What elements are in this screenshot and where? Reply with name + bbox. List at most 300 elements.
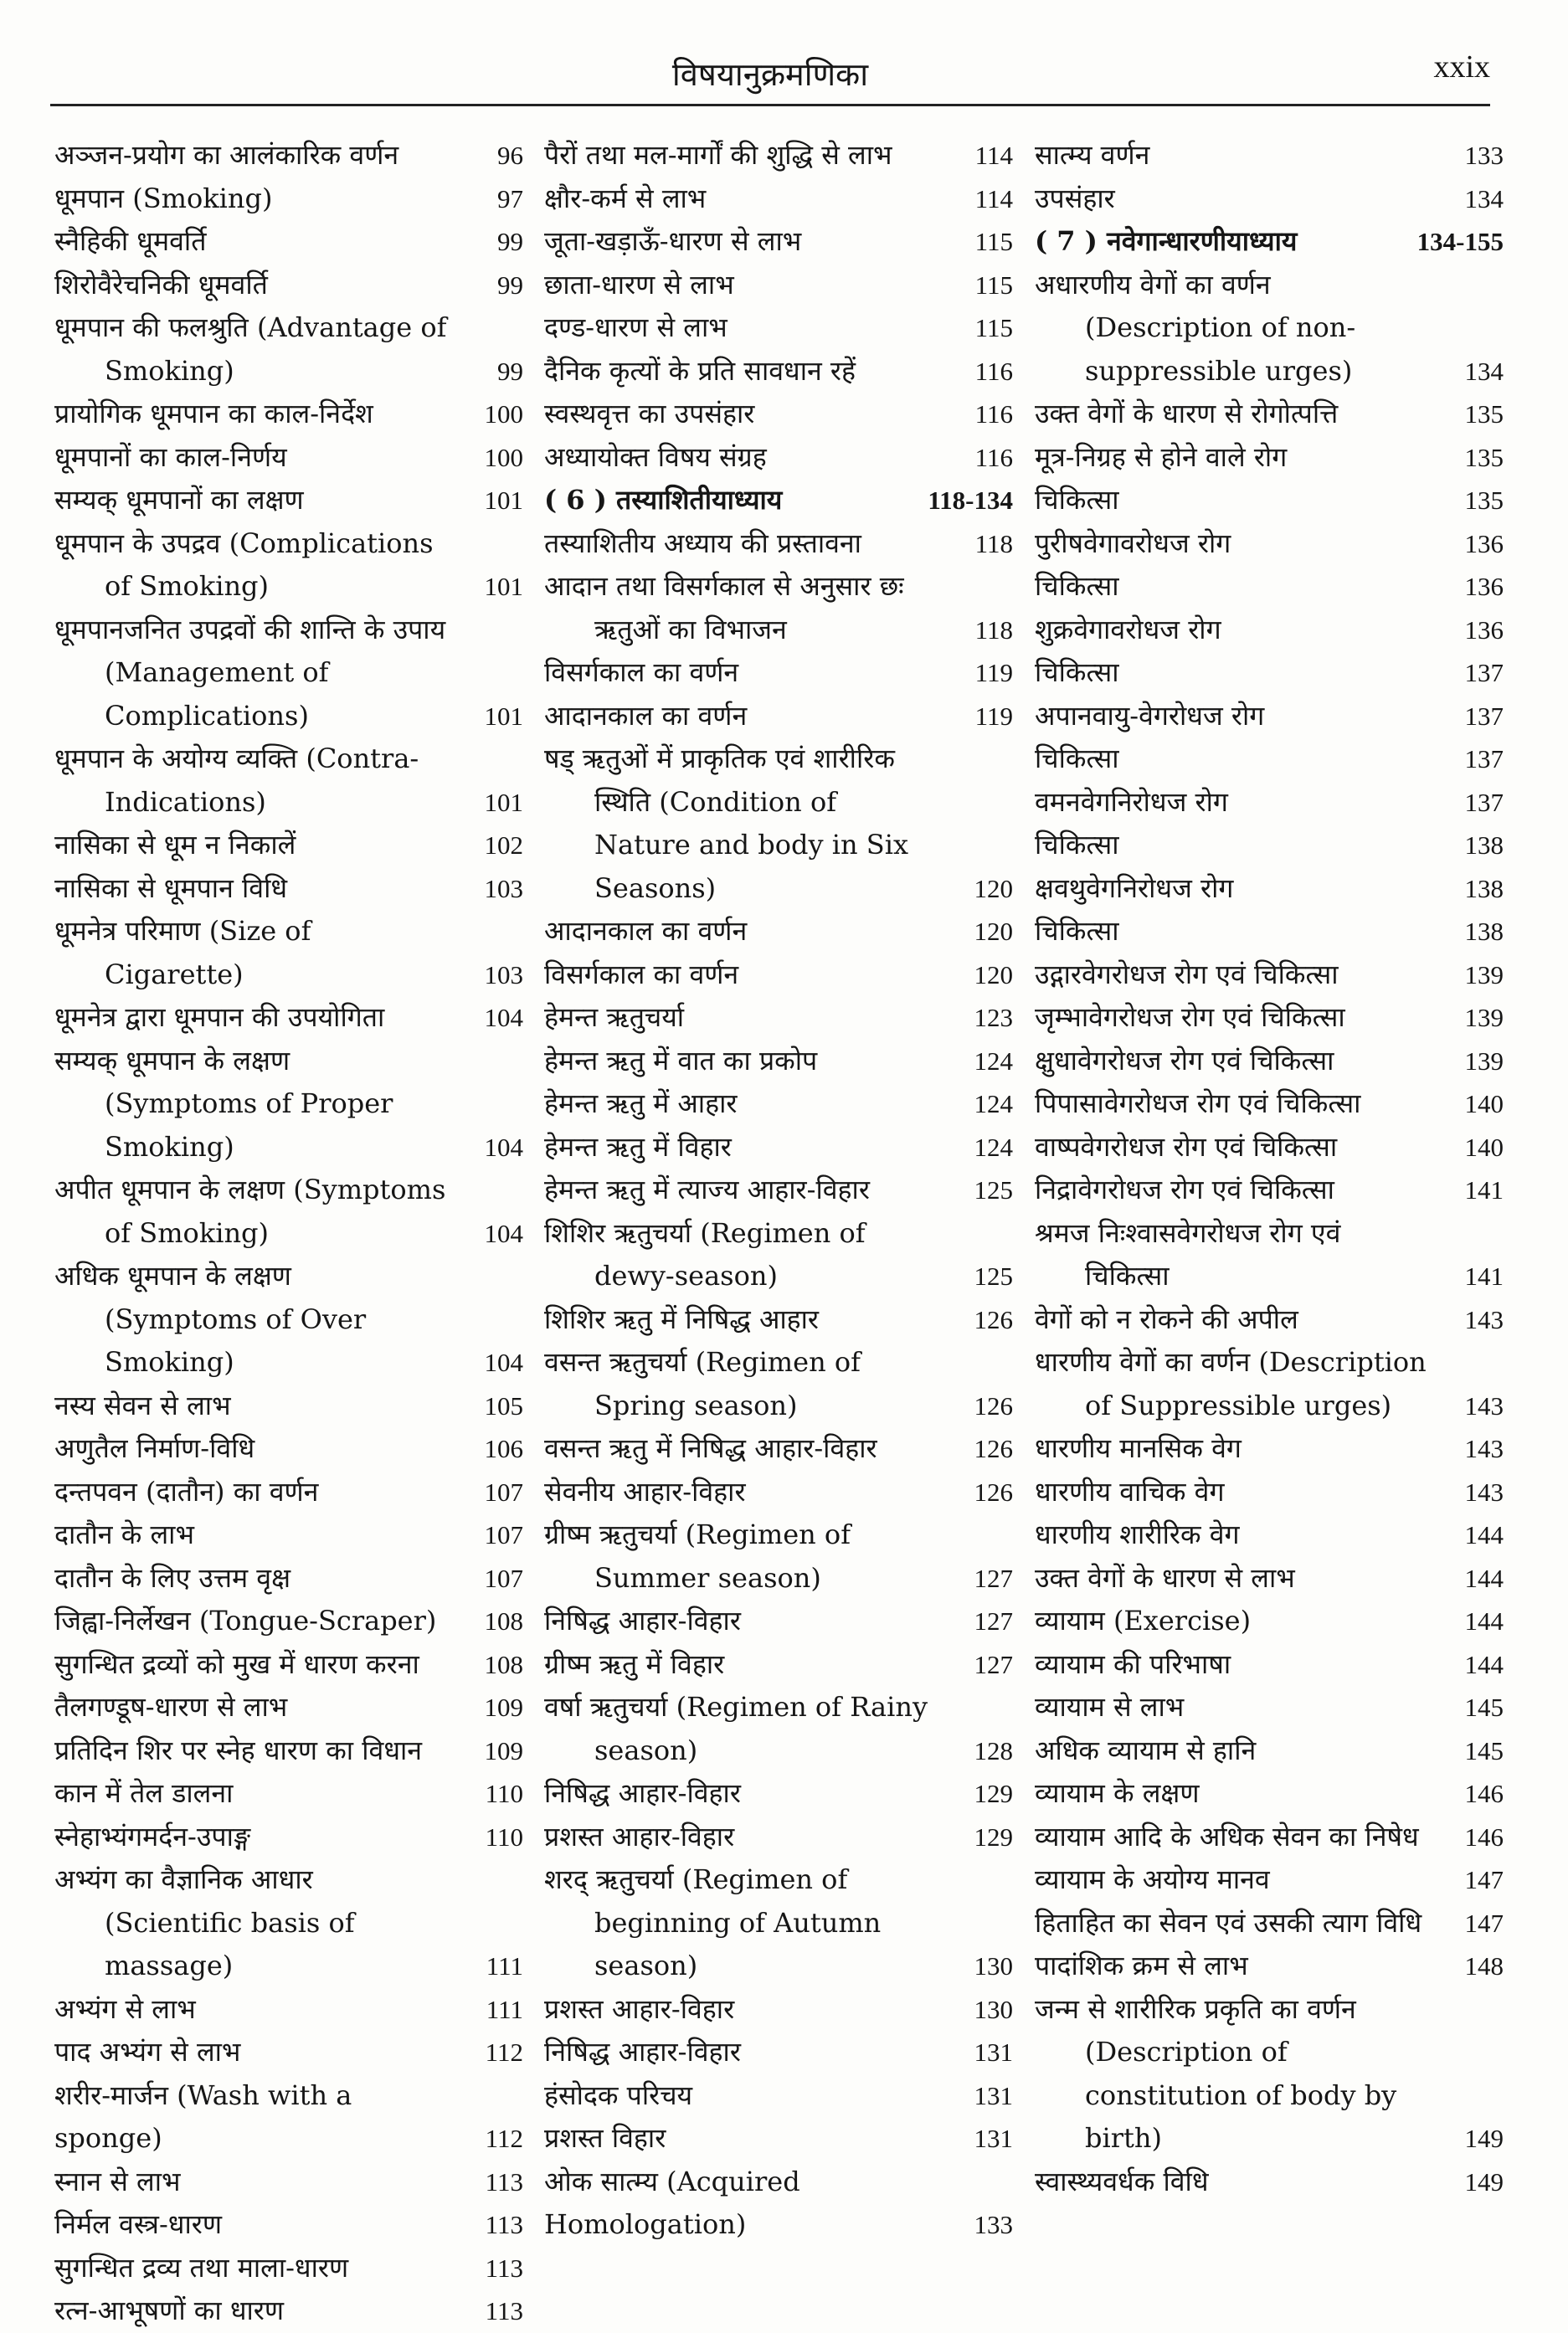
entry-page-number: 143: [1464, 1434, 1504, 1463]
entry-title: व्यायाम के लक्षण: [1035, 1777, 1200, 1809]
entry-page-number: 124: [974, 1089, 1013, 1118]
entry-page-number: 137: [1464, 787, 1504, 817]
toc-entry: [544, 2117, 1013, 2161]
toc-entry: [1035, 781, 1504, 825]
entry-title: तैलगण्डूष-धारण से लाभ: [54, 1691, 288, 1723]
entry-page-number: 143: [1464, 1477, 1504, 1507]
entry-title: आदानकाल का वर्णन: [544, 915, 748, 947]
toc-entry: [1035, 609, 1504, 652]
entry-page-number: 97: [497, 183, 523, 213]
toc-entry: [544, 350, 1013, 393]
entry-title: निषिद्ध आहार-विहार: [544, 1777, 741, 1809]
entry-page-number: 134: [1464, 356, 1504, 386]
toc-entry: [1035, 1557, 1504, 1601]
toc-entry: [54, 2031, 523, 2074]
entry-title: धूमनेत्र द्वारा धूमपान की उपयोगिता: [54, 1001, 385, 1033]
entry-page-number: 133: [1464, 141, 1504, 170]
entry-page-number: 108: [484, 1649, 523, 1679]
entry-page-number: 109: [484, 1693, 523, 1722]
entry-title: निषिद्ध आहार-विहार: [544, 2036, 741, 2068]
entry-title: सम्यक् धूमपानों का लक्षण: [54, 484, 304, 516]
toc-entry: [54, 1471, 523, 1514]
entry-title: हंसोदक परिचय: [544, 2079, 693, 2111]
entry-page-number: 145: [1464, 1735, 1504, 1765]
entry-title: प्रायोगिक धूमपान का काल-निर्देश: [54, 398, 373, 429]
toc-entry: [54, 910, 523, 996]
entry-title: धारणीय शारीरिक वेग: [1035, 1519, 1240, 1550]
entry-page-number: 120: [974, 917, 1013, 946]
entry-page-number: 99: [497, 356, 523, 386]
toc-entry: [54, 479, 523, 522]
entry-page-number: 149: [1464, 2166, 1504, 2197]
entry-title: धूमपान (Smoking): [54, 182, 273, 214]
toc-entry: [544, 134, 1013, 177]
entry-page-number: 103: [484, 959, 523, 989]
toc-entry: [54, 1255, 523, 1385]
toc-entry: [544, 737, 1013, 910]
entry-title: सात्म्य वर्णन: [1035, 139, 1150, 171]
toc-entry: [544, 264, 1013, 307]
toc-entry: [54, 867, 523, 911]
toc-entry: [54, 737, 523, 824]
entry-page-number: 131: [974, 2124, 1013, 2153]
entry-title: धारणीय वेगों का वर्णन (Description of Suppressible urges): [1035, 1346, 1427, 1421]
entry-page-number: 141: [1464, 1175, 1504, 1205]
entry-page-number: 101: [484, 787, 523, 817]
entry-title: दण्ड-धारण से लाभ: [544, 311, 727, 343]
toc-entry: [544, 522, 1013, 566]
entry-page-number: 134: [1464, 183, 1504, 213]
entry-page-number: 104: [484, 1003, 523, 1032]
entry-page-number: 120: [974, 959, 1013, 989]
toc-entry: [54, 2247, 523, 2290]
toc-entry: [544, 1513, 1013, 1600]
entry-title: सुगन्धित द्रव्य तथा माला-धारण: [54, 2251, 349, 2284]
entry-page-number: 108: [484, 1606, 523, 1636]
entry-title: ( 6 ) तस्याशितीयाध्याय: [544, 484, 783, 516]
entry-title: ग्रीष्म ऋतु में विहार: [544, 1647, 725, 1680]
entry-page-number: 131: [974, 2038, 1013, 2067]
toc-entry: [1035, 1643, 1504, 1687]
toc-entry: [1035, 1902, 1504, 1945]
entry-page-number: 138: [1464, 917, 1504, 946]
entry-page-number: 126: [974, 1304, 1013, 1334]
entry-page-number: 107: [484, 1563, 523, 1593]
entry-title: पादांशिक क्रम से लाभ: [1035, 1950, 1248, 1981]
entry-page-number: 101: [484, 572, 523, 601]
entry-page-number: 138: [1464, 873, 1504, 903]
entry-page-number: 136: [1464, 528, 1504, 558]
entry-title: शिशिर ऋतु में निषिद्ध आहार: [544, 1303, 820, 1335]
entry-title: धूमपान की फलश्रुति (Advantage of Smoking): [54, 311, 447, 387]
entry-page-number: 129: [974, 1779, 1013, 1808]
entry-page-number: 113: [485, 2253, 523, 2283]
entry-page-number: 140: [1464, 1089, 1504, 1118]
toc-entry: [1035, 695, 1504, 738]
entry-title: दन्तपवन (दातौन) का वर्णन: [54, 1475, 319, 1508]
entry-page-number: 144: [1464, 1563, 1504, 1593]
entry-title: नस्य सेवन से लाभ: [54, 1389, 231, 1421]
entry-title: पाद अभ्यंग से लाभ: [54, 2036, 241, 2068]
toc-entry: [54, 2074, 523, 2161]
entry-page-number: 119: [974, 658, 1013, 687]
entry-page-number: 115: [974, 313, 1013, 342]
entry-title: नासिका से धूम न निकालें: [54, 829, 296, 861]
entry-page-number: 124: [974, 1046, 1013, 1076]
toc-entry: [54, 522, 523, 609]
chapter-heading: [544, 479, 1013, 522]
entry-page-number: 104: [484, 1348, 523, 1377]
entry-title: धूमपानजनित उपद्रवों की शान्ति के उपाय (Management of Complications): [54, 613, 446, 732]
entry-page-number: 127: [974, 1563, 1013, 1593]
entry-title: उक्त वेगों के धारण से रोगोत्पत्ति: [1035, 398, 1339, 429]
entry-title: धूमनेत्र परिमाण (Size of Cigarette): [54, 915, 311, 990]
entry-title: अणुतैल निर्माण-विधि: [54, 1432, 255, 1464]
entry-title: जन्म से शारीरिक प्रकृति का वर्णन (Description of constitution of body by birth): [1035, 1992, 1397, 2154]
entry-page-number: 110: [485, 1779, 523, 1808]
page-number: xxix: [1433, 49, 1490, 85]
toc-entry: [54, 2161, 523, 2204]
entry-title: अधिक व्यायाम से हानि: [1035, 1734, 1257, 1766]
entry-title: हेमन्त ऋतु में विहार: [544, 1130, 732, 1163]
entry-title: वर्षा ऋतुचर्या (Regimen of Rainy season): [544, 1691, 928, 1766]
entry-page-number: 123: [974, 1003, 1013, 1032]
entry-page-number: 104: [484, 1218, 523, 1248]
entry-title: चिकित्सा: [1035, 915, 1119, 947]
toc-entry: [1035, 1212, 1504, 1298]
entry-page-number: 118: [974, 528, 1013, 558]
toc-entry: [54, 824, 523, 867]
toc-entry: [544, 2031, 1013, 2074]
toc-entry: [1035, 565, 1504, 609]
toc-entry: [544, 2074, 1013, 2118]
entry-page-number: 143: [1464, 1390, 1504, 1421]
entry-title: व्यायाम (Exercise): [1035, 1605, 1252, 1637]
entry-title: मूत्र-निग्रह से होने वाले रोग: [1035, 440, 1288, 473]
toc-entry: [1035, 1082, 1504, 1126]
entry-title: व्यायाम के अयोग्य मानव: [1035, 1863, 1270, 1895]
toc-entry: [544, 306, 1013, 350]
entry-title: शिरोवैरेचनिकी धूमवर्ति: [54, 268, 268, 301]
toc-entry: [54, 134, 523, 177]
entry-page-number: 124: [974, 1132, 1013, 1162]
entry-page-number: 145: [1464, 1693, 1504, 1722]
entry-page-number: 126: [974, 1390, 1013, 1421]
entry-page-number: 99: [497, 270, 523, 300]
toc-entry: [1035, 1471, 1504, 1514]
entry-title: चिकित्सा: [1035, 743, 1119, 774]
entry-page-number: 116: [974, 356, 1013, 386]
entry-title: छाता-धारण से लाभ: [544, 268, 734, 301]
toc-entry: [1035, 436, 1504, 480]
entry-title: हेमन्त ऋतुचर्या: [544, 1001, 685, 1033]
entry-title: प्रतिदिन शिर पर स्नेह धारण का विधान: [54, 1734, 423, 1766]
entry-page-number: 109: [484, 1735, 523, 1765]
toc-entry: [1035, 1126, 1504, 1169]
toc-entry: [54, 1816, 523, 1859]
entry-title: अभ्यंग से लाभ: [54, 1992, 196, 2025]
toc-entry: [54, 1729, 523, 1773]
toc-entry: [544, 953, 1013, 997]
toc-entry: [1035, 1816, 1504, 1859]
entry-title: सुगन्धित द्रव्यों को मुख में धारण करना: [54, 1647, 419, 1680]
entry-page-number: 114: [974, 141, 1013, 170]
toc-entry: [1035, 1169, 1504, 1212]
entry-title: ओक सात्म्य (Acquired Homologation): [544, 2165, 800, 2240]
entry-title: धारणीय मानसिक वेग: [1035, 1432, 1242, 1464]
entry-page-number: 118: [974, 614, 1013, 645]
entry-page-number: 146: [1464, 1822, 1504, 1852]
entry-page-number: 146: [1464, 1779, 1504, 1808]
toc-entry: [1035, 1729, 1504, 1773]
toc-entry: [54, 996, 523, 1040]
toc-entry: [544, 1126, 1013, 1169]
entry-title: स्वस्थवृत्त का उपसंहार: [544, 398, 755, 429]
entry-page-number: 143: [1464, 1304, 1504, 1334]
toc-entry: [544, 1772, 1013, 1816]
toc-column-2: [544, 134, 1013, 2247]
entry-title: चिकित्सा: [1035, 829, 1119, 861]
entry-title: जृम्भावेगरोधज रोग एवं चिकित्सा: [1035, 1001, 1345, 1033]
entry-title: ग्रीष्म ऋतुचर्या (Regimen of Summer season): [544, 1519, 851, 1594]
toc-entry: [1035, 1040, 1504, 1083]
entry-title: निषिद्ध आहार-विहार: [544, 1605, 741, 1637]
entry-title: स्नेहाभ्यंगमर्दन-उपाङ्ग: [54, 1820, 251, 1853]
entry-title: वेगों को न रोकने की अपील: [1035, 1303, 1298, 1335]
entry-page-number: 133: [974, 2210, 1013, 2239]
entry-page-number: 137: [1464, 701, 1504, 731]
entry-title: रत्न-आभूषणों का धारण: [54, 2294, 285, 2326]
entry-page-number: 136: [1464, 572, 1504, 601]
entry-title: ( 7 ) नवेगान्धारणीयाध्याय: [1035, 225, 1298, 257]
entry-page-number: 112: [485, 2124, 523, 2153]
entry-title: सेवनीय आहार-विहार: [544, 1475, 746, 1508]
entry-title: वसन्त ऋतु में निषिद्ध आहार-विहार: [544, 1432, 877, 1464]
toc-entry: [1035, 910, 1504, 953]
toc-entry: [54, 2203, 523, 2247]
toc-entry: [54, 264, 523, 307]
toc-entry: [54, 1513, 523, 1557]
toc-entry: [544, 1040, 1013, 1083]
toc-entry: [544, 1212, 1013, 1298]
entry-page-number: 148: [1464, 1951, 1504, 1981]
entry-page-number: 127: [974, 1606, 1013, 1636]
toc-entry: [1035, 1341, 1504, 1427]
toc-entry: [54, 393, 523, 436]
toc-entry: [1035, 1858, 1504, 1902]
header-rule: [50, 104, 1490, 106]
entry-title: उद्गारवेगरोधज रोग एवं चिकित्सा: [1035, 958, 1339, 990]
toc-entry: [1035, 134, 1504, 177]
entry-page-number: 118-134: [928, 486, 1013, 515]
entry-title: चिकित्सा: [1035, 656, 1119, 688]
entry-title: उक्त वेगों के धारण से लाभ: [1035, 1561, 1295, 1594]
toc-entry: [1035, 867, 1504, 911]
entry-title: अध्यायोक्त विषय संग्रह: [544, 440, 767, 473]
toc-entry: [544, 565, 1013, 651]
entry-page-number: 104: [484, 1132, 523, 1162]
entry-title: पैरों तथा मल-मार्गों की शुद्धि से लाभ: [544, 139, 892, 171]
entry-page-number: 107: [484, 1520, 523, 1549]
entry-page-number: 140: [1464, 1132, 1504, 1162]
toc-entry: [544, 996, 1013, 1040]
entry-page-number: 126: [974, 1477, 1013, 1507]
entry-page-number: 105: [484, 1390, 523, 1421]
toc-entry: [54, 1988, 523, 2032]
entry-page-number: 115: [974, 227, 1013, 256]
entry-title: निद्रावेगरोधज रोग एवं चिकित्सा: [1035, 1174, 1334, 1205]
entry-page-number: 137: [1464, 658, 1504, 687]
entry-page-number: 119: [974, 701, 1013, 731]
toc-entry: [544, 1082, 1013, 1126]
entry-page-number: 100: [484, 442, 523, 472]
entry-title: धूमपान के उपद्रव (Complications of Smoking): [54, 527, 434, 602]
toc-entry: [544, 1169, 1013, 1212]
entry-title: वाष्पवेगरोधज रोग एवं चिकित्सा: [1035, 1130, 1338, 1163]
toc-entry: [544, 436, 1013, 480]
entry-title: हिताहित का सेवन एवं उसकी त्याग विधि: [1035, 1906, 1422, 1939]
entry-page-number: 130: [974, 1994, 1013, 2024]
toc-entry: [54, 2289, 523, 2333]
entry-page-number: 111: [486, 1994, 523, 2024]
toc-entry: [1035, 393, 1504, 436]
entry-page-number: 130: [974, 1951, 1013, 1981]
entry-title: धूमपानों का काल-निर्णय: [54, 440, 287, 473]
entry-title: धारणीय वाचिक वेग: [1035, 1475, 1225, 1508]
entry-title: दातौन के लाभ: [54, 1519, 194, 1550]
entry-page-number: 113: [485, 2296, 523, 2325]
entry-title: चिकित्सा: [1035, 570, 1119, 602]
entry-title: श्रमज निःश्वासवेगरोधज रोग एवं चिकित्सा: [1035, 1216, 1341, 1292]
entry-page-number: 102: [484, 830, 523, 860]
toc-entry: [1035, 1513, 1504, 1557]
toc-entry: [1035, 651, 1504, 695]
toc-entry: [544, 220, 1013, 264]
toc-entry: [1035, 737, 1504, 781]
entry-page-number: 107: [484, 1477, 523, 1507]
entry-title: अभ्यंग का वैज्ञानिक आधार (Scientific basis of massage): [54, 1863, 355, 1981]
toc-entry: [54, 1040, 523, 1169]
entry-title: स्वास्थ्यवर्धक विधि: [1035, 2165, 1209, 2197]
entry-title: वमनवेगनिरोधज रोग: [1035, 785, 1228, 818]
entry-title: स्नैहिकी धूमवर्ति: [54, 225, 207, 257]
entry-page-number: 147: [1464, 1865, 1504, 1894]
toc-entry: [54, 1686, 523, 1729]
entry-page-number: 126: [974, 1434, 1013, 1463]
entry-title: तस्याशितीय अध्याय की प्रस्तावना: [544, 527, 861, 559]
entry-title: हेमन्त ऋतु में वात का प्रकोप: [544, 1044, 818, 1077]
entry-page-number: 112: [485, 2038, 523, 2067]
toc-entry: [54, 1772, 523, 1816]
toc-entry: [1035, 177, 1504, 221]
entry-title: आदान तथा विसर्गकाल से अनुसार छः ऋतुओं का विभाजन: [544, 570, 904, 645]
entry-page-number: 139: [1464, 1003, 1504, 1032]
toc-entry: [544, 393, 1013, 436]
entry-title: क्षवथुवेगनिरोधज रोग: [1035, 871, 1234, 904]
entry-title: कान में तेल डालना: [54, 1777, 234, 1809]
entry-page-number: 116: [974, 399, 1013, 429]
toc-entry: [544, 1686, 1013, 1772]
toc-entry: [544, 910, 1013, 953]
entry-title: जिह्वा-निर्लेखन (Tongue-Scraper): [54, 1605, 437, 1637]
entry-page-number: 113: [485, 2166, 523, 2197]
entry-page-number: 127: [974, 1649, 1013, 1679]
toc-entry: [544, 1427, 1013, 1471]
entry-page-number: 139: [1464, 959, 1504, 989]
entry-title: व्यायाम की परिभाषा: [1035, 1647, 1231, 1680]
entry-page-number: 103: [484, 873, 523, 903]
toc-entry: [544, 2161, 1013, 2247]
entry-title: नासिका से धूमपान विधि: [54, 871, 288, 904]
entry-title: अधारणीय वेगों का वर्णन (Description of non-suppressible urges): [1035, 268, 1356, 387]
entry-title: क्षुधावेगरोधज रोग एवं चिकित्सा: [1035, 1044, 1334, 1077]
entry-title: पुरीषवेगावरोधज रोग: [1035, 527, 1231, 559]
entry-title: सम्यक् धूमपान के लक्षण (Symptoms of Proper Smoking): [54, 1044, 393, 1163]
entry-page-number: 136: [1464, 614, 1504, 645]
entry-title: व्यायाम से लाभ: [1035, 1691, 1185, 1723]
entry-title: दैनिक कृत्यों के प्रति सावधान रहें: [544, 354, 856, 387]
entry-title: धूमपान के अयोग्य व्यक्ति (Contra-Indications): [54, 743, 419, 818]
entry-page-number: 135: [1464, 399, 1504, 429]
entry-title: प्रशस्त आहार-विहार: [544, 1992, 735, 2025]
entry-title: स्नान से लाभ: [54, 2165, 181, 2197]
entry-page-number: 114: [974, 183, 1013, 213]
entry-title: विसर्गकाल का वर्णन: [544, 958, 739, 990]
entry-title: अपीत धूमपान के लक्षण (Symptoms of Smoking): [54, 1174, 446, 1249]
entry-page-number: 128: [974, 1735, 1013, 1765]
toc-entry: [1035, 824, 1504, 867]
entry-page-number: 144: [1464, 1649, 1504, 1679]
entry-title: विसर्गकाल का वर्णन: [544, 656, 739, 688]
entry-page-number: 106: [484, 1434, 523, 1463]
toc-entry: [54, 220, 523, 264]
entry-title: शरद् ऋतुचर्या (Regimen of beginning of Autumn season): [544, 1863, 882, 1981]
toc-entry: [54, 1427, 523, 1471]
entry-page-number: 138: [1464, 830, 1504, 860]
toc-entry: [54, 1557, 523, 1601]
toc-entry: [54, 1600, 523, 1643]
entry-page-number: 115: [974, 270, 1013, 300]
entry-page-number: 141: [1464, 1262, 1504, 1291]
entry-page-number: 110: [485, 1822, 523, 1852]
entry-page-number: 135: [1464, 442, 1504, 472]
toc-entry: [1035, 953, 1504, 997]
entry-title: आदानकाल का वर्णन: [544, 699, 748, 732]
entry-page-number: 149: [1464, 2124, 1504, 2153]
toc-entry: [544, 1341, 1013, 1427]
chapter-heading: [1035, 220, 1504, 264]
entry-title: उपसंहार: [1035, 182, 1115, 214]
entry-page-number: 137: [1464, 744, 1504, 773]
entry-page-number: 116: [974, 442, 1013, 472]
toc-entry: [54, 436, 523, 480]
page-header: [50, 33, 1490, 100]
toc-entry: [544, 1858, 1013, 1988]
entry-page-number: 125: [974, 1175, 1013, 1205]
entry-page-number: 139: [1464, 1046, 1504, 1076]
entry-page-number: 144: [1464, 1606, 1504, 1636]
entry-title: हेमन्त ऋतु में आहार: [544, 1087, 738, 1119]
entry-page-number: 101: [484, 486, 523, 515]
entry-page-number: 134-155: [1416, 227, 1504, 256]
entry-title: पिपासावेगरोधज रोग एवं चिकित्सा: [1035, 1087, 1361, 1119]
entry-page-number: 99: [497, 227, 523, 256]
entry-title: अञ्जन-प्रयोग का आलंकारिक वर्णन: [54, 139, 399, 171]
toc-entry: [544, 1600, 1013, 1643]
toc-entry: [54, 1169, 523, 1255]
entry-title: प्रशस्त आहार-विहार: [544, 1820, 735, 1853]
entry-title: अपानवायु-वेगरोधज रोग: [1035, 699, 1265, 732]
